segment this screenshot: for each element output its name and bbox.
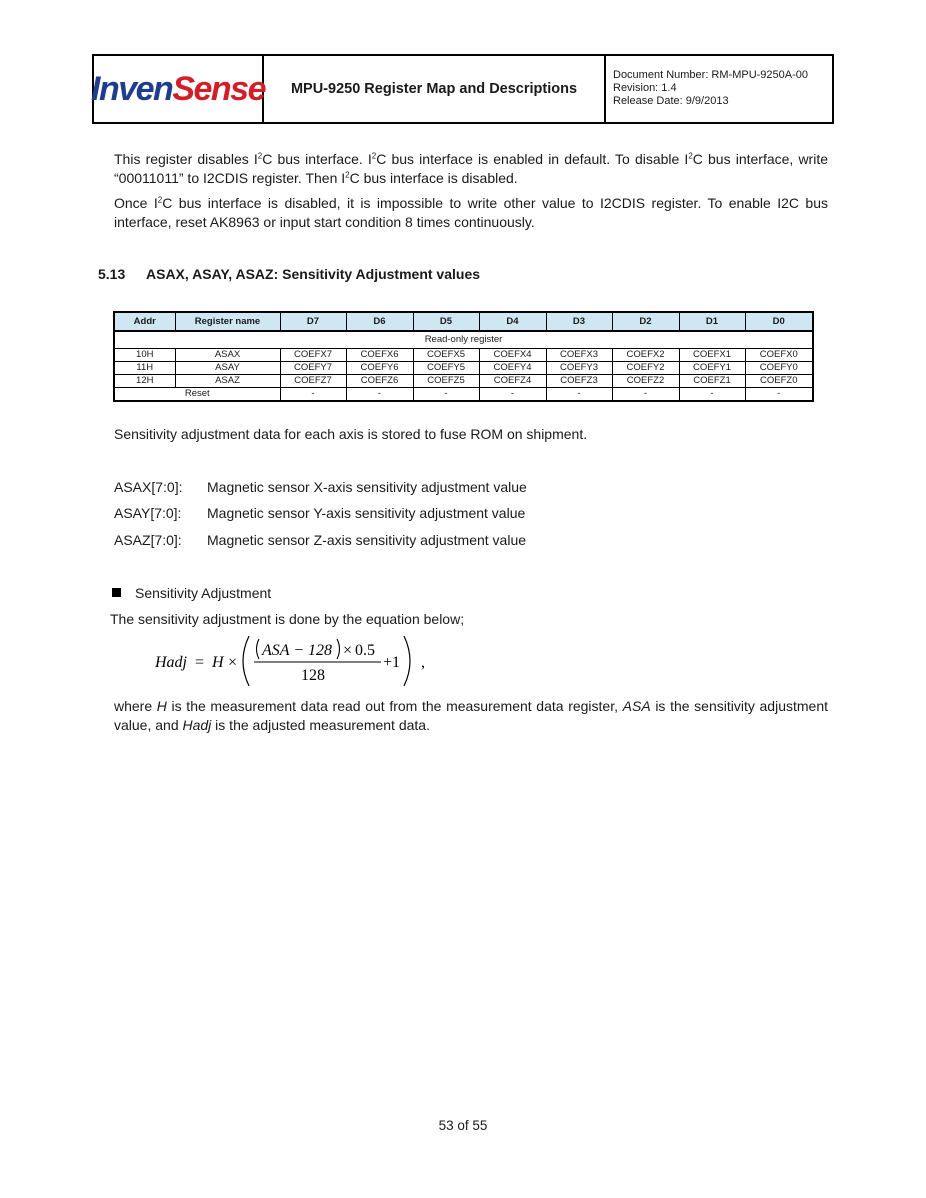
eq-factor: 0.5	[355, 642, 375, 659]
addr-cell: 10H	[114, 349, 175, 362]
header-cell: D6	[346, 312, 413, 331]
bit-cell: COEFZ5	[413, 375, 479, 388]
bit-cell: COEFZ7	[280, 375, 346, 388]
header-cell: D1	[679, 312, 745, 331]
bit-cell: COEFZ6	[346, 375, 413, 388]
bullet-text: Sensitivity Adjustment	[135, 585, 272, 601]
table-row	[114, 362, 813, 375]
reset-value: -	[280, 388, 346, 402]
eq-comma: ,	[421, 654, 425, 671]
definition-asax	[114, 478, 527, 496]
bit-cell: COEFZ4	[479, 375, 546, 388]
header-cell: Addr	[114, 312, 175, 331]
readonly-label: Read-only register	[114, 331, 813, 349]
sensitivity-equation	[155, 632, 455, 690]
table-row	[114, 349, 813, 362]
bit-cell: COEFY1	[679, 362, 745, 375]
bit-cell: COEFX7	[280, 349, 346, 362]
storage-note: Sensitivity adjustment data for each axis is stored to fuse ROM on shipment.	[114, 426, 588, 442]
left-paren-icon	[243, 636, 249, 686]
register-name-cell: ASAX	[175, 349, 280, 362]
logo-text-sense: Sense	[172, 70, 265, 108]
definition-term: ASAZ[7:0]:	[114, 532, 182, 548]
intro-paragraph-1: This register disables $I^2C$ bus interface. $I^2C$ bus interface is enabled in default. To disable $I^2C$ bus interface, write “00011011” to I2CDIS register. Then $I^2C$ bus interface is disabled.	[114, 151, 828, 186]
definition-desc: Magnetic sensor Y-axis sensitivity adjustment value	[207, 505, 526, 521]
reset-value: -	[745, 388, 813, 402]
eq-equals: =	[195, 654, 205, 671]
reset-value: -	[612, 388, 679, 402]
right-paren-icon	[404, 636, 410, 686]
addr-cell: 11H	[114, 362, 175, 375]
eq-times: ×	[228, 654, 238, 671]
section-heading	[98, 266, 480, 282]
definition-desc: Magnetic sensor X-axis sensitivity adjustment value	[207, 479, 527, 495]
bit-cell: COEFY2	[612, 362, 679, 375]
bit-cell: COEFY3	[546, 362, 612, 375]
bit-cell: COEFY0	[745, 362, 813, 375]
section-number: 5.13	[98, 266, 126, 282]
bit-cell: COEFZ2	[612, 375, 679, 388]
eq-times-2: ×	[343, 642, 353, 659]
bit-cell: COEFZ1	[679, 375, 745, 388]
bit-cell: COEFZ0	[745, 375, 813, 388]
inner-left-paren-icon	[257, 639, 260, 659]
bit-cell: COEFX4	[479, 349, 546, 362]
header-cell: D4	[479, 312, 546, 331]
reset-row	[114, 388, 813, 402]
bit-cell: COEFX5	[413, 349, 479, 362]
table-row	[114, 375, 813, 388]
bit-cell: COEFY7	[280, 362, 346, 375]
register-name-cell: ASAZ	[175, 375, 280, 388]
page-number: 53 of 55	[438, 1118, 488, 1133]
reset-value: -	[479, 388, 546, 402]
invensense-logo	[91, 56, 265, 122]
addr-cell: 12H	[114, 375, 175, 388]
square-bullet-icon	[112, 588, 121, 597]
eq-numerator: ASA − 128	[262, 642, 333, 659]
revision: Revision: 1.4	[613, 82, 677, 94]
definition-desc: Magnetic sensor Z-axis sensitivity adjustment value	[207, 532, 527, 548]
bit-cell: COEFX3	[546, 349, 612, 362]
reset-value: -	[346, 388, 413, 402]
eq-h: H	[212, 654, 224, 671]
adjustment-bullet	[112, 584, 271, 602]
header-cell: D0	[745, 312, 813, 331]
reset-label: Reset	[114, 388, 280, 402]
bit-cell: COEFZ3	[546, 375, 612, 388]
register-name-cell: ASAY	[175, 362, 280, 375]
definition-term: ASAY[7:0]:	[114, 505, 182, 521]
bit-cell: COEFY4	[479, 362, 546, 375]
document-title: MPU-9250 Register Map and Descriptions	[264, 56, 606, 122]
doc-number: Document Number: RM-MPU-9250A-00	[613, 69, 809, 81]
adjustment-lead: The sensitivity adjustment is done by the equation below;	[110, 611, 465, 627]
reset-value: -	[413, 388, 479, 402]
definition-asay	[114, 504, 525, 522]
register-table	[113, 311, 814, 402]
bit-cell: COEFX0	[745, 349, 813, 362]
bit-cell: COEFX1	[679, 349, 745, 362]
where-paragraph: where H is the measurement data read out from the measurement data register, ASA is the sensitivity adjustment value, and Hadj is the adjusted measurement data.	[114, 698, 828, 733]
definition-term: ASAX[7:0]:	[114, 479, 183, 495]
header-cell: D3	[546, 312, 612, 331]
bit-cell: COEFX2	[612, 349, 679, 362]
eq-hadj: Hadj	[155, 654, 187, 671]
reset-value: -	[679, 388, 745, 402]
header-cell: Register name	[175, 312, 280, 331]
reset-value: -	[546, 388, 612, 402]
table-header-row	[114, 312, 813, 331]
bit-cell: COEFX6	[346, 349, 413, 362]
definition-asaz	[114, 531, 526, 549]
header-cell: D5	[413, 312, 479, 331]
inner-right-paren-icon	[337, 639, 340, 659]
header-cell: D2	[612, 312, 679, 331]
bit-cell: COEFY6	[346, 362, 413, 375]
section-title: ASAX, ASAY, ASAZ: Sensitivity Adjustment values	[146, 266, 481, 282]
bit-cell: COEFY5	[413, 362, 479, 375]
header-cell: D7	[280, 312, 346, 331]
document-meta	[606, 56, 832, 122]
readonly-row	[114, 331, 813, 349]
document-header	[92, 54, 834, 124]
intro-paragraph-2: Once $I^2C$ bus interface is disabled, it is impossible to write other value to I2CDIS register. To enable I2C bus interface, reset AK8963 or input start condition 8 times continuously.	[114, 195, 829, 230]
release-date: Release Date: 9/9/2013	[613, 95, 729, 107]
eq-plus-one: +1	[383, 654, 401, 671]
logo-text-inven: Inven	[91, 70, 173, 108]
eq-denominator: 128	[301, 667, 325, 684]
